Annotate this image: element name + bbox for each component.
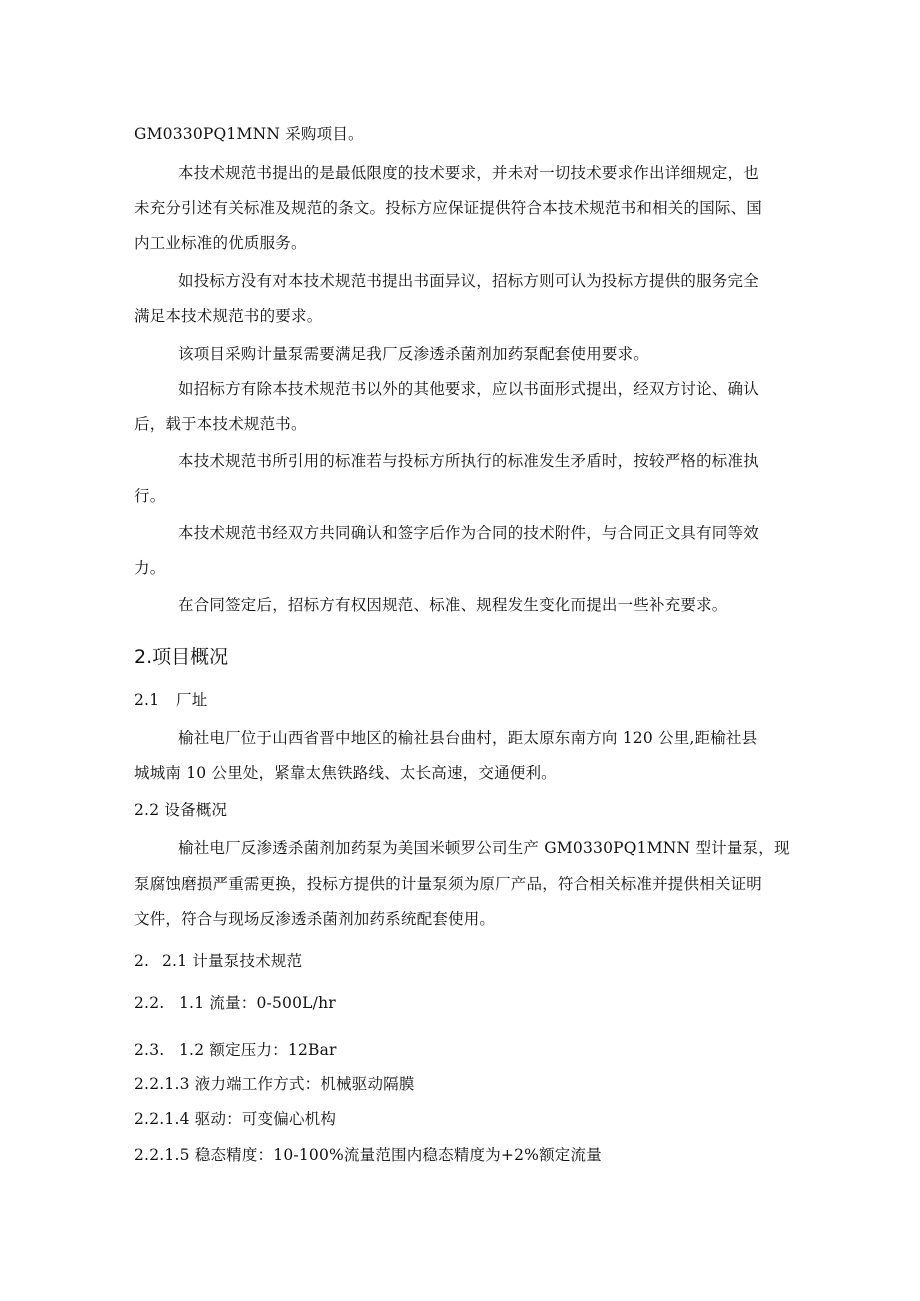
section-2-1-body-line1: 榆社电厂位于山西省晋中地区的榆社县台曲村，距太原东南方向 120 公里,距榆社县	[178, 729, 758, 747]
spec-item-accuracy: 2.2.1.5 稳态精度：10-100%流量范围内稳态精度为+2%额定流量	[134, 1146, 602, 1164]
section-2-2-1-title: 2.1 计量泵技术规范	[162, 952, 303, 970]
para2-line2: 满足本技术规范书的要求。	[134, 307, 323, 325]
spec-item-drive: 2.2.1.4 驱动：可变偏心机构	[134, 1110, 337, 1128]
section-2-1-body-line2: 城城南 10 公里处，紧靠太焦铁路线、太长高速，交通便利。	[134, 764, 557, 782]
spec-item-operation-mode: 2.2.1.3 液力端工作方式：机械驱动隔膜	[134, 1075, 415, 1093]
para7-line1: 在合同签定后，招标方有权因规范、标准、规程发生变化而提出一些补充要求。	[178, 596, 728, 614]
para5-line1: 本技术规范书所引用的标准若与投标方所执行的标准发生矛盾时，按较严格的标准执	[178, 452, 759, 470]
para3-line1: 该项目采购计量泵需要满足我厂反渗透杀菌剂加药泵配套使用要求。	[178, 345, 650, 363]
para2-line1: 如投标方没有对本技术规范书提出书面异议，招标方则可认为投标方提供的服务完全	[178, 272, 759, 290]
spec-item-number: 2.3.	[134, 1041, 165, 1059]
spec-item-pressure: 1.2 额定压力：12Bar	[179, 1041, 337, 1059]
para1-line2: 未充分引述有关标准及规范的条文。投标方应保证提供符合本技术规范书和相关的国际、国	[134, 199, 763, 217]
para4-line1: 如招标方有除本技术规范书以外的其他要求，应以书面形式提出，经双方讨论、确认	[178, 380, 759, 398]
para6-line1: 本技术规范书经双方共同确认和签字后作为合同的技术附件，与合同正文具有同等效	[178, 524, 759, 542]
section-2-2-1-number: 2.	[134, 952, 150, 970]
spec-item-flow: 1.1 流量：0-500L/hr	[179, 994, 336, 1012]
intro-tail: GM0330PQ1MNN 采购项目。	[134, 125, 364, 143]
section-2-title: 2.项目概况	[134, 646, 229, 668]
section-2-1-title: 厂址	[176, 691, 208, 709]
para6-line2: 力。	[134, 559, 166, 577]
para1-line1: 本技术规范书提出的是最低限度的技术要求，并未对一切技术要求作出详细规定，也	[178, 164, 759, 182]
section-2-2-body-line1: 榆社电厂反渗透杀菌剂加药泵为美国米顿罗公司生产 GM0330PQ1MNN 型计量泵，现	[178, 839, 790, 857]
section-2-2-title: 2.2 设备概况	[134, 801, 228, 819]
section-2-1-number: 2.1	[134, 691, 160, 709]
para1-line3: 内工业标准的优质服务。	[134, 234, 307, 252]
para4-line2: 后，载于本技术规范书。	[134, 415, 307, 433]
section-2-2-body-line3: 文件，符合与现场反渗透杀菌剂加药系统配套使用。	[134, 910, 496, 928]
spec-item-number: 2.2.	[134, 994, 165, 1012]
section-2-2-body-line2: 泵腐蚀磨损严重需更换，投标方提供的计量泵须为原厂产品，符合相关标准并提供相关证明	[134, 875, 763, 893]
para5-line2: 行。	[134, 487, 166, 505]
